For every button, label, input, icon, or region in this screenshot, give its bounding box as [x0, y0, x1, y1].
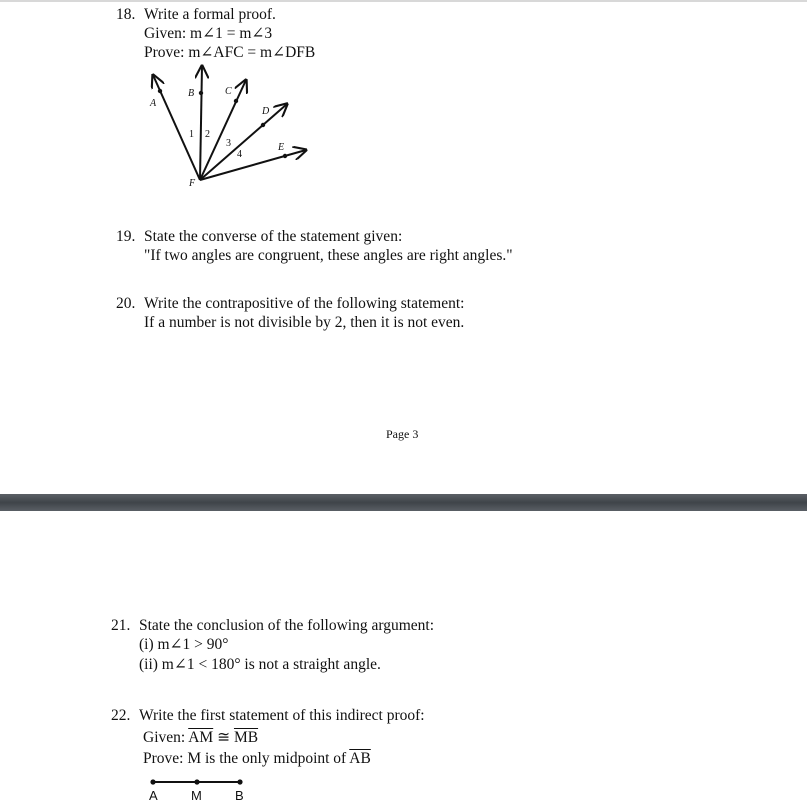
- label-e: E: [278, 142, 285, 153]
- q18-given: Given: m∠1 = m∠3: [144, 25, 273, 42]
- label-d: D: [262, 106, 270, 117]
- q19-statement: "If two angles are congruent, these angles are right angles.": [144, 247, 513, 264]
- q20-prompt: Write the contrapositive of the following statement:: [144, 295, 465, 312]
- q19-number: 19.: [116, 228, 136, 245]
- label-b: B: [188, 88, 195, 99]
- q22-given-label: Given:: [143, 729, 186, 746]
- q21-prompt: State the conclusion of the following argument:: [139, 617, 435, 634]
- label-point-a: A: [149, 788, 158, 802]
- q21-line2: (ii) m∠1 < 180° is not a straight angle.: [139, 656, 381, 673]
- angle-4-label: 4: [237, 149, 242, 160]
- label-c: C: [225, 86, 232, 97]
- page-number: Page 3: [386, 427, 419, 441]
- q19-prompt: State the converse of the statement given:: [144, 228, 403, 245]
- congruent-symbol: ≅: [217, 729, 231, 746]
- q20-statement: If a number is not divisible by 2, then it is not even.: [144, 314, 465, 331]
- label-point-m: M: [191, 788, 202, 802]
- q18-prove: Prove: m∠AFC = m∠DFB: [144, 44, 316, 61]
- segment-mb: $\overline{MB}$: [233, 729, 259, 746]
- angle-2-label: 2: [205, 129, 210, 140]
- q21-line1: (i) m∠1 > 90°: [139, 636, 229, 653]
- point-b-dot: [237, 779, 242, 784]
- segment-ab: $\overline{AB}$: [349, 750, 371, 767]
- label-f: F: [189, 178, 196, 189]
- q22-prove-text: Prove: M is the only midpoint of: [143, 750, 347, 767]
- label-a: A: [150, 98, 157, 109]
- q21-number: 21.: [111, 617, 131, 634]
- label-point-b: B: [235, 788, 244, 802]
- segment-am: $\overline{AM}$: [188, 729, 214, 746]
- q20-number: 20.: [116, 295, 136, 312]
- q22-number: 22.: [111, 707, 131, 724]
- angle-1-label: 1: [189, 129, 194, 140]
- q22-prompt: Write the first statement of this indirect proof:: [139, 707, 425, 724]
- point-a-dot: [150, 779, 155, 784]
- angle-3-label: 3: [226, 138, 231, 149]
- q18-number: 18.: [116, 6, 136, 23]
- q18-prompt: Write a formal proof.: [144, 6, 276, 23]
- point-m-dot: [194, 779, 199, 784]
